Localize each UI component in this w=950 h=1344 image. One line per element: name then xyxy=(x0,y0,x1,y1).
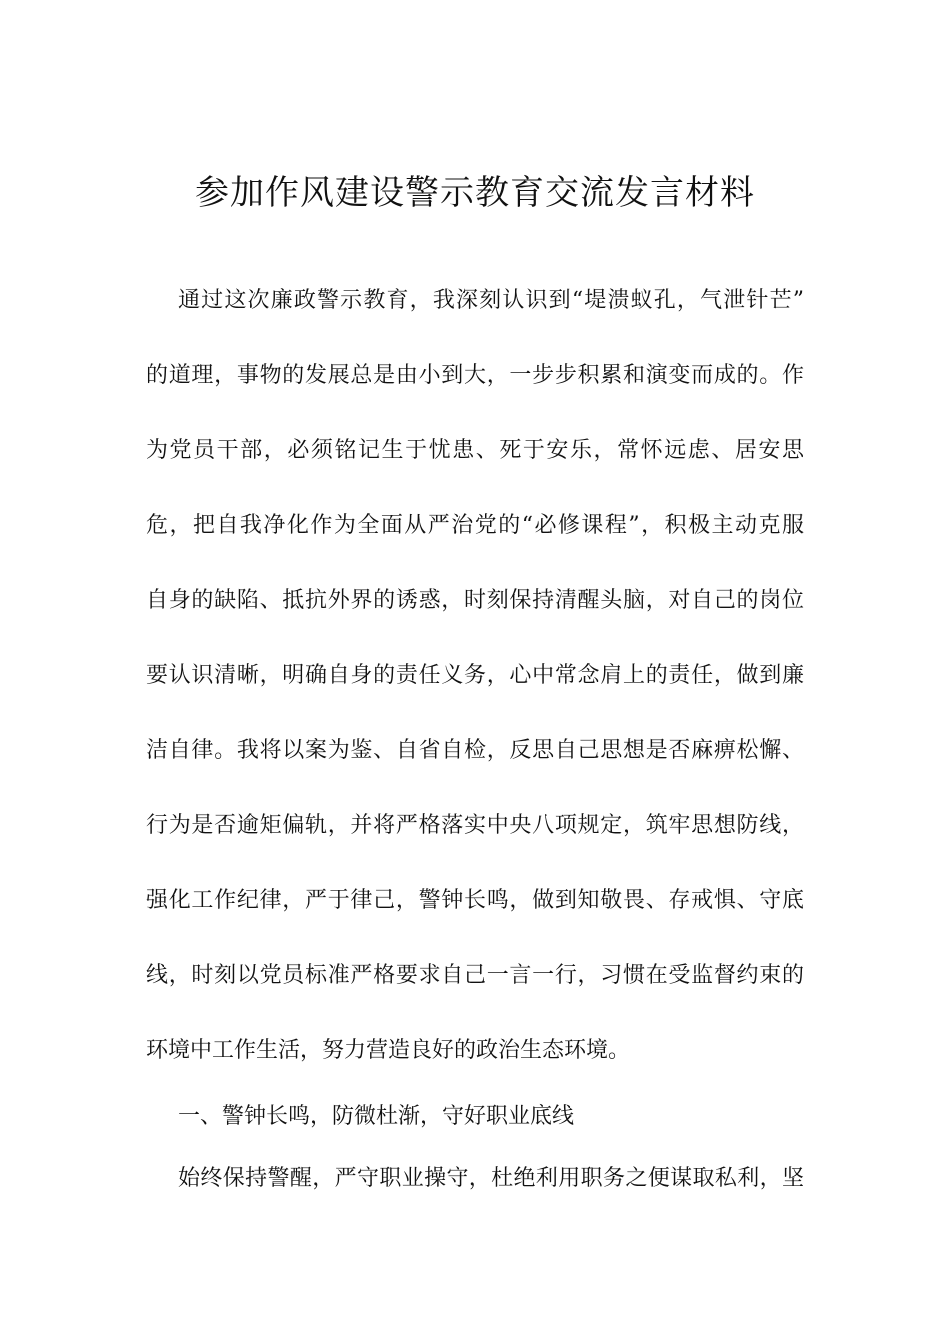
paragraph-line: 洁自律。我将以案为鉴、自省自检，反思自己思想是否麻痹松懈、 xyxy=(146,738,804,763)
paragraph-line: 危，把自我净化作为全面从严治党的“必修课程”，积极主动克服 xyxy=(146,513,804,538)
section-heading: 一、警钟长鸣，防微杜渐，守好职业底线 xyxy=(178,1104,575,1129)
paragraph-line: 的道理，事物的发展总是由小到大，一步步积累和演变而成的。作 xyxy=(146,363,804,388)
paragraph-line: 自身的缺陷、抵抗外界的诱惑，时刻保持清醒头脑，对自己的岗位 xyxy=(146,588,804,613)
paragraph-line: 要认识清晰，明确自身的责任义务，心中常念肩上的责任，做到廉 xyxy=(146,663,804,688)
paragraph-line: 线，时刻以党员标准严格要求自己一言一行，习惯在受监督约束的 xyxy=(146,963,804,988)
paragraph-line: 环境中工作生活，努力营造良好的政治生态环境。 xyxy=(146,1038,631,1063)
paragraph-line: 为党员干部，必须铭记生于忧患、死于安乐，常怀远虑、居安思 xyxy=(146,438,804,463)
paragraph-line: 强化工作纪律，严于律己，警钟长鸣，做到知敬畏、存戒惧、守底 xyxy=(146,888,804,913)
paragraph-line: 行为是否逾矩偏轨，并将严格落实中央八项规定，筑牢思想防线， xyxy=(146,813,804,838)
paragraph-line: 始终保持警醒，严守职业操守，杜绝利用职务之便谋取私利，坚 xyxy=(178,1166,804,1191)
document-title: 参加作风建设警示教育交流发言材料 xyxy=(195,173,755,213)
paragraph-line: 通过这次廉政警示教育，我深刻认识到“堤溃蚁孔，气泄针芒” xyxy=(178,288,804,313)
